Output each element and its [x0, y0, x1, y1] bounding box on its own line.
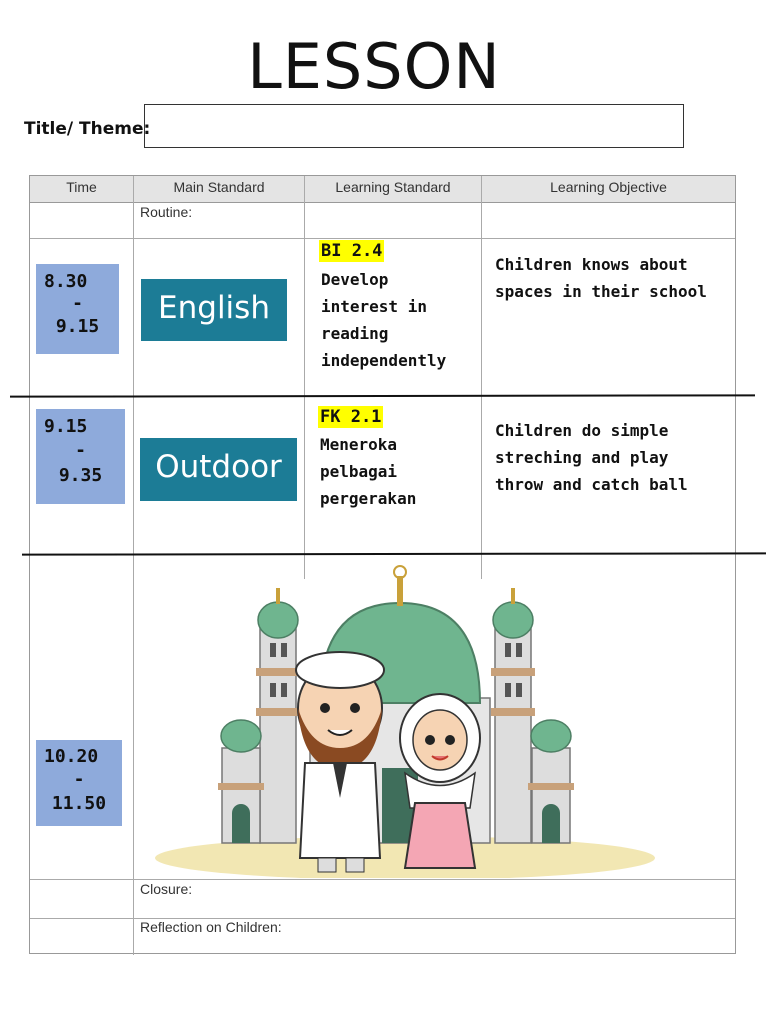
- closure-label: Closure:: [140, 881, 193, 897]
- row-divider: [30, 238, 735, 239]
- row-divider: [30, 879, 735, 880]
- table-header-row: [30, 176, 735, 203]
- time-end: 9.35: [58, 465, 103, 486]
- theme-input-box[interactable]: [144, 104, 684, 148]
- time-box-row-2: [36, 409, 125, 504]
- time-box-row-3: [36, 740, 122, 826]
- lesson-title: LESSON: [247, 30, 501, 103]
- standard-code-bi: BI 2.4: [321, 241, 383, 261]
- objective-row-1: Children knows about spaces in their school: [495, 255, 707, 301]
- subject-english: English: [141, 279, 287, 341]
- theme-label: Title/ Theme:: [24, 119, 151, 139]
- time-dash: -: [75, 440, 86, 461]
- mosque-with-children-icon: [150, 558, 660, 878]
- time-start: 8.30: [44, 271, 88, 292]
- routine-label: Routine:: [140, 204, 193, 220]
- header-learning-objective: Learning Objective: [550, 179, 667, 195]
- col-divider: [481, 176, 482, 557]
- standard-code-fk: FK 2.1: [320, 407, 382, 427]
- time-start: 9.15: [44, 416, 88, 437]
- time-end: 11.50: [51, 793, 107, 814]
- col-divider: [304, 176, 305, 557]
- time-end: 9.15: [55, 316, 100, 337]
- objective-row-2: Children do simple streching and play throw and catch ball: [495, 421, 688, 494]
- time-box-row-1: [36, 264, 119, 354]
- header-main-standard: Main Standard: [173, 179, 265, 195]
- time-start: 10.20: [44, 746, 99, 767]
- standard-text-row-1: Develop interest in reading independently: [321, 270, 447, 370]
- subject-outdoor: Outdoor: [140, 438, 297, 501]
- col-divider: [133, 176, 134, 955]
- standard-text-row-2: Meneroka pelbagai pergerakan: [320, 435, 417, 508]
- header-time: Time: [66, 179, 97, 195]
- time-dash: -: [73, 769, 85, 790]
- row-divider: [30, 918, 735, 919]
- time-dash: -: [72, 293, 83, 314]
- reflection-label: Reflection on Children:: [140, 919, 282, 935]
- header-learning-standard: Learning Standard: [335, 179, 451, 195]
